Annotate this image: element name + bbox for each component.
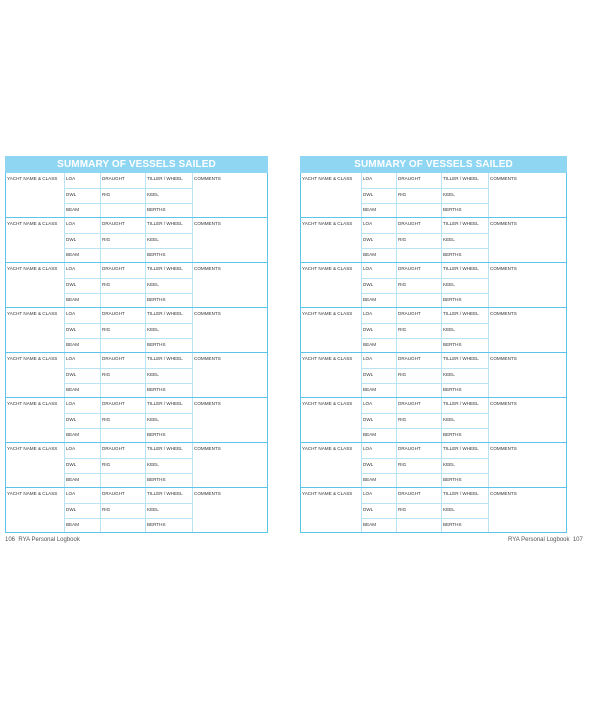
row-divider (64, 518, 192, 519)
column-divider (64, 173, 65, 217)
column-divider (441, 308, 442, 352)
column-divider (361, 173, 362, 217)
dwl-label: DWL (363, 462, 374, 467)
keel-label: KEEL (147, 192, 159, 197)
rig-label: RIG (102, 462, 111, 467)
yacht-name-label: YACHT NAME & CLASS (302, 356, 353, 361)
keel-label: KEEL (443, 282, 455, 287)
left-page (5, 156, 268, 533)
right-footer (508, 537, 583, 543)
keel-label: KEEL (443, 192, 455, 197)
column-divider (361, 308, 362, 352)
column-divider (488, 263, 489, 307)
yacht-name-label: YACHT NAME & CLASS (7, 491, 58, 496)
left-footer (5, 537, 80, 543)
row-divider (64, 293, 192, 294)
row-divider (361, 473, 488, 474)
dwl-label: DWL (66, 282, 77, 287)
dwl-label: DWL (66, 417, 77, 422)
beam-label: BEAM (66, 342, 80, 347)
column-divider (192, 398, 193, 442)
right-vessel-table (300, 173, 567, 533)
row-divider (64, 458, 192, 459)
row-divider (64, 428, 192, 429)
rig-label: RIG (102, 372, 111, 377)
dwl-label: DWL (363, 327, 374, 332)
column-divider (441, 398, 442, 442)
comments-label: COMMENTS (490, 266, 517, 271)
column-divider (100, 488, 101, 532)
beam-label: BEAM (363, 252, 377, 257)
row-divider (64, 188, 192, 189)
keel-label: KEEL (443, 507, 455, 512)
column-divider (488, 398, 489, 442)
row-divider (64, 338, 192, 339)
draught-label: DRAUGHT (102, 221, 125, 226)
keel-label: KEEL (443, 462, 455, 467)
vessel-entry (301, 487, 566, 532)
draught-label: DRAUGHT (398, 446, 421, 451)
keel-label: KEEL (147, 282, 159, 287)
rig-label: RIG (398, 417, 407, 422)
vessel-entry (6, 262, 267, 307)
draught-label: DRAUGHT (102, 491, 125, 496)
comments-label: COMMENTS (194, 401, 221, 406)
rig-label: RIG (398, 237, 407, 242)
row-divider (361, 248, 488, 249)
beam-label: BEAM (363, 522, 377, 527)
row-divider (361, 203, 488, 204)
row-divider (361, 368, 488, 369)
column-divider (145, 308, 146, 352)
comments-label: COMMENTS (194, 311, 221, 316)
column-divider (396, 263, 397, 307)
column-divider (192, 353, 193, 397)
row-divider (361, 383, 488, 384)
row-divider (64, 368, 192, 369)
draught-label: DRAUGHT (398, 266, 421, 271)
keel-label: KEEL (443, 327, 455, 332)
beam-label: BEAM (363, 342, 377, 347)
vessel-entry (301, 307, 566, 352)
tiller-label: TILLER / WHEEL (147, 266, 183, 271)
column-divider (100, 173, 101, 217)
keel-label: KEEL (147, 327, 159, 332)
comments-label: COMMENTS (490, 491, 517, 496)
column-divider (396, 353, 397, 397)
draught-label: DRAUGHT (398, 401, 421, 406)
vessel-entry (301, 442, 566, 487)
column-divider (145, 443, 146, 487)
keel-label: KEEL (443, 417, 455, 422)
vessel-entry (301, 352, 566, 397)
tiller-label: TILLER / WHEEL (443, 266, 479, 271)
draught-label: DRAUGHT (102, 176, 125, 181)
column-divider (145, 263, 146, 307)
tiller-label: TILLER / WHEEL (443, 176, 479, 181)
dwl-label: DWL (66, 237, 77, 242)
dwl-label: DWL (66, 462, 77, 467)
keel-label: KEEL (147, 237, 159, 242)
yacht-name-label: YACHT NAME & CLASS (7, 446, 58, 451)
tiller-label: TILLER / WHEEL (147, 491, 183, 496)
rig-label: RIG (102, 327, 111, 332)
tiller-label: TILLER / WHEEL (443, 401, 479, 406)
beam-label: BEAM (66, 252, 80, 257)
column-divider (361, 398, 362, 442)
column-divider (488, 308, 489, 352)
row-divider (64, 413, 192, 414)
loa-label: LOA (363, 356, 373, 361)
column-divider (488, 173, 489, 217)
draught-label: DRAUGHT (102, 401, 125, 406)
column-divider (145, 218, 146, 262)
yacht-name-label: YACHT NAME & CLASS (302, 401, 353, 406)
right-page (300, 156, 567, 533)
berths-label: BERTHS (443, 342, 462, 347)
column-divider (100, 218, 101, 262)
row-divider (361, 458, 488, 459)
draught-label: DRAUGHT (398, 491, 421, 496)
loa-label: LOA (66, 311, 76, 316)
rig-label: RIG (102, 282, 111, 287)
column-divider (64, 353, 65, 397)
berths-label: BERTHS (147, 207, 166, 212)
draught-label: DRAUGHT (398, 356, 421, 361)
vessel-entry (301, 397, 566, 442)
column-divider (100, 443, 101, 487)
yacht-name-label: YACHT NAME & CLASS (302, 221, 353, 226)
berths-label: BERTHS (443, 522, 462, 527)
left-vessel-table (5, 173, 268, 533)
column-divider (64, 218, 65, 262)
beam-label: BEAM (66, 207, 80, 212)
beam-label: BEAM (363, 387, 377, 392)
tiller-label: TILLER / WHEEL (443, 446, 479, 451)
dwl-label: DWL (66, 192, 77, 197)
column-divider (192, 173, 193, 217)
row-divider (64, 473, 192, 474)
left-page-title: SUMMARY OF VESSELS SAILED (5, 156, 268, 173)
column-divider (441, 218, 442, 262)
yacht-name-label: YACHT NAME & CLASS (302, 176, 353, 181)
draught-label: DRAUGHT (398, 221, 421, 226)
comments-label: COMMENTS (194, 356, 221, 361)
column-divider (441, 488, 442, 532)
row-divider (64, 503, 192, 504)
column-divider (361, 488, 362, 532)
row-divider (64, 248, 192, 249)
yacht-name-label: YACHT NAME & CLASS (302, 446, 353, 451)
column-divider (100, 398, 101, 442)
keel-label: KEEL (443, 372, 455, 377)
loa-label: LOA (66, 356, 76, 361)
draught-label: DRAUGHT (102, 356, 125, 361)
comments-label: COMMENTS (490, 401, 517, 406)
column-divider (396, 398, 397, 442)
column-divider (145, 488, 146, 532)
berths-label: BERTHS (443, 252, 462, 257)
loa-label: LOA (66, 401, 76, 406)
vessel-entry (301, 217, 566, 262)
row-divider (361, 413, 488, 414)
dwl-label: DWL (66, 372, 77, 377)
tiller-label: TILLER / WHEEL (147, 311, 183, 316)
column-divider (192, 488, 193, 532)
loa-label: LOA (66, 221, 76, 226)
beam-label: BEAM (363, 432, 377, 437)
berths-label: BERTHS (147, 432, 166, 437)
column-divider (100, 353, 101, 397)
column-divider (192, 443, 193, 487)
keel-label: KEEL (147, 462, 159, 467)
comments-label: COMMENTS (490, 446, 517, 451)
tiller-label: TILLER / WHEEL (147, 176, 183, 181)
comments-label: COMMENTS (194, 266, 221, 271)
rig-label: RIG (102, 417, 111, 422)
column-divider (488, 488, 489, 532)
yacht-name-label: YACHT NAME & CLASS (302, 491, 353, 496)
vessel-entry (6, 307, 267, 352)
column-divider (64, 263, 65, 307)
row-divider (361, 338, 488, 339)
loa-label: LOA (363, 221, 373, 226)
yacht-name-label: YACHT NAME & CLASS (7, 311, 58, 316)
comments-label: COMMENTS (490, 221, 517, 226)
vessel-entry (6, 352, 267, 397)
comments-label: COMMENTS (194, 446, 221, 451)
rig-label: RIG (398, 282, 407, 287)
row-divider (361, 518, 488, 519)
rig-label: RIG (398, 372, 407, 377)
column-divider (396, 488, 397, 532)
comments-label: COMMENTS (490, 356, 517, 361)
tiller-label: TILLER / WHEEL (147, 356, 183, 361)
loa-label: LOA (363, 311, 373, 316)
berths-label: BERTHS (147, 252, 166, 257)
vessel-entry (6, 397, 267, 442)
column-divider (396, 308, 397, 352)
comments-label: COMMENTS (194, 176, 221, 181)
tiller-label: TILLER / WHEEL (147, 401, 183, 406)
column-divider (145, 398, 146, 442)
row-divider (64, 323, 192, 324)
yacht-name-label: YACHT NAME & CLASS (302, 266, 353, 271)
row-divider (361, 233, 488, 234)
beam-label: BEAM (66, 297, 80, 302)
comments-label: COMMENTS (490, 176, 517, 181)
rig-label: RIG (102, 507, 111, 512)
loa-label: LOA (66, 491, 76, 496)
column-divider (441, 263, 442, 307)
right-page-title: SUMMARY OF VESSELS SAILED (300, 156, 567, 173)
berths-label: BERTHS (443, 387, 462, 392)
loa-label: LOA (66, 266, 76, 271)
row-divider (361, 293, 488, 294)
vessel-entry (301, 262, 566, 307)
loa-label: LOA (66, 446, 76, 451)
berths-label: BERTHS (443, 207, 462, 212)
beam-label: BEAM (66, 432, 80, 437)
vessel-entry (6, 487, 267, 532)
tiller-label: TILLER / WHEEL (443, 491, 479, 496)
row-divider (361, 428, 488, 429)
dwl-label: DWL (66, 507, 77, 512)
vessel-entry (6, 442, 267, 487)
column-divider (361, 263, 362, 307)
rig-label: RIG (102, 237, 111, 242)
beam-label: BEAM (66, 522, 80, 527)
vessel-entry (6, 173, 267, 217)
row-divider (361, 503, 488, 504)
berths-label: BERTHS (443, 477, 462, 482)
berths-label: BERTHS (147, 522, 166, 527)
column-divider (361, 218, 362, 262)
rig-label: RIG (398, 507, 407, 512)
vessel-entry (301, 173, 566, 217)
row-divider (64, 203, 192, 204)
keel-label: KEEL (147, 417, 159, 422)
beam-label: BEAM (363, 297, 377, 302)
row-divider (64, 233, 192, 234)
column-divider (396, 443, 397, 487)
berths-label: BERTHS (443, 297, 462, 302)
comments-label: COMMENTS (490, 311, 517, 316)
beam-label: BEAM (363, 207, 377, 212)
yacht-name-label: YACHT NAME & CLASS (302, 311, 353, 316)
column-divider (64, 398, 65, 442)
loa-label: LOA (363, 176, 373, 181)
keel-label: KEEL (443, 237, 455, 242)
column-divider (192, 218, 193, 262)
row-divider (361, 188, 488, 189)
beam-label: BEAM (363, 477, 377, 482)
row-divider (64, 383, 192, 384)
yacht-name-label: YACHT NAME & CLASS (7, 356, 58, 361)
column-divider (145, 353, 146, 397)
berths-label: BERTHS (147, 477, 166, 482)
berths-label: BERTHS (443, 432, 462, 437)
column-divider (396, 173, 397, 217)
yacht-name-label: YACHT NAME & CLASS (7, 401, 58, 406)
row-divider (64, 278, 192, 279)
keel-label: KEEL (147, 507, 159, 512)
column-divider (361, 443, 362, 487)
loa-label: LOA (363, 446, 373, 451)
draught-label: DRAUGHT (398, 176, 421, 181)
beam-label: BEAM (66, 387, 80, 392)
loa-label: LOA (363, 491, 373, 496)
column-divider (64, 488, 65, 532)
draught-label: DRAUGHT (102, 266, 125, 271)
draught-label: DRAUGHT (102, 446, 125, 451)
tiller-label: TILLER / WHEEL (443, 311, 479, 316)
column-divider (441, 173, 442, 217)
right-page-number: 107 (572, 537, 583, 543)
yacht-name-label: YACHT NAME & CLASS (7, 266, 58, 271)
berths-label: BERTHS (147, 297, 166, 302)
column-divider (488, 353, 489, 397)
comments-label: COMMENTS (194, 491, 221, 496)
vessel-entry (6, 217, 267, 262)
draught-label: DRAUGHT (398, 311, 421, 316)
row-divider (361, 323, 488, 324)
column-divider (100, 263, 101, 307)
rig-label: RIG (102, 192, 111, 197)
column-divider (396, 218, 397, 262)
yacht-name-label: YACHT NAME & CLASS (7, 176, 58, 181)
tiller-label: TILLER / WHEEL (147, 221, 183, 226)
dwl-label: DWL (363, 507, 374, 512)
column-divider (441, 443, 442, 487)
dwl-label: DWL (363, 237, 374, 242)
dwl-label: DWL (363, 282, 374, 287)
column-divider (361, 353, 362, 397)
loa-label: LOA (66, 176, 76, 181)
rig-label: RIG (398, 327, 407, 332)
column-divider (488, 218, 489, 262)
loa-label: LOA (363, 266, 373, 271)
rig-label: RIG (398, 462, 407, 467)
column-divider (192, 263, 193, 307)
column-divider (441, 353, 442, 397)
left-page-number: 106 (5, 537, 16, 543)
dwl-label: DWL (363, 417, 374, 422)
berths-label: BERTHS (147, 342, 166, 347)
rig-label: RIG (398, 192, 407, 197)
column-divider (145, 173, 146, 217)
column-divider (192, 308, 193, 352)
row-divider (361, 278, 488, 279)
loa-label: LOA (363, 401, 373, 406)
tiller-label: TILLER / WHEEL (147, 446, 183, 451)
dwl-label: DWL (363, 192, 374, 197)
keel-label: KEEL (147, 372, 159, 377)
draught-label: DRAUGHT (102, 311, 125, 316)
column-divider (64, 308, 65, 352)
column-divider (488, 443, 489, 487)
tiller-label: TILLER / WHEEL (443, 356, 479, 361)
column-divider (64, 443, 65, 487)
left-footer-text: RYA Personal Logbook (18, 537, 80, 543)
comments-label: COMMENTS (194, 221, 221, 226)
yacht-name-label: YACHT NAME & CLASS (7, 221, 58, 226)
tiller-label: TILLER / WHEEL (443, 221, 479, 226)
column-divider (100, 308, 101, 352)
dwl-label: DWL (363, 372, 374, 377)
berths-label: BERTHS (147, 387, 166, 392)
beam-label: BEAM (66, 477, 80, 482)
right-footer-text: RYA Personal Logbook (508, 537, 570, 543)
dwl-label: DWL (66, 327, 77, 332)
